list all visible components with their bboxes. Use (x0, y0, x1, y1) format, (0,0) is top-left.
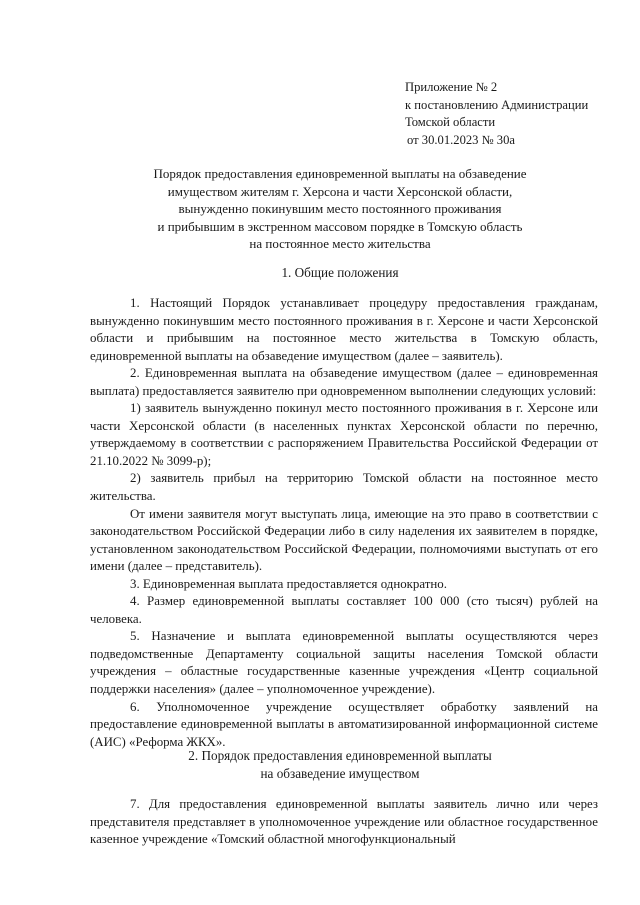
paragraph: От имени заявителя могут выступать лица, имеющие на это право в соответствии с законодательством Российской Федерации либо в силу наделения их заявителем в порядке, установленном законодательством Российской Федерации, полномочиями выступать от его имени (далее – представитель). (90, 506, 598, 574)
paragraph: 4. Размер единовременной выплаты составляет 100 000 (сто тысяч) рублей на человека. (90, 594, 598, 626)
paragraph: 6. Уполномоченное учреждение осуществляет обработку заявлений на предоставление единовременной выплаты в автоматизированной информационной системе (АИС) «Реформа ЖКХ». (90, 699, 598, 749)
section2-body (90, 796, 598, 849)
paragraph: 5. Назначение и выплата единовременной выплаты осуществляются через подведомственные Департаменту социальной защиты населения Томской области учреждения – областные государственные казенные учреждения «Центр социальной поддержки населения» (далее – уполномоченное учреждение). (90, 629, 598, 697)
paragraph: 3. Единовременная выплата предоставляется однократно. (130, 576, 447, 591)
appendix-line: от 30.01.2023 № 30а (407, 132, 515, 147)
title-line: на постоянное место жительства (249, 236, 431, 252)
title-line: и прибывшим в экстренном массовом порядке в Томскую область (157, 218, 523, 234)
appendix-line: Приложение № 2 (405, 80, 498, 94)
appendix-line: к постановлению Администрации (405, 97, 589, 112)
appendix-note (405, 79, 588, 149)
title-line: вынужденно покинувшим место постоянного проживания (178, 201, 502, 217)
heading-line: 2. Порядок предоставления единовременной выплаты (188, 748, 492, 763)
paragraph: 2. Единовременная выплата на обзаведение имуществом (далее – единовременная выплата) предоставляется заявителю при одновременном выполнении следующих условий: (90, 366, 598, 398)
appendix-line: Томской области (405, 115, 496, 129)
section-heading: 1. Общие положения (281, 265, 399, 280)
paragraph: 1) заявитель вынужденно покинул место постоянного проживания в г. Херсоне или части Херсонской области (в населенных пунктах Херсонской области по перечню, утверждаемому в соответствии с распоряжением Правительства Российской Федерации от 21.10.2022 № 3099-р); (90, 401, 598, 468)
section-heading (80, 747, 600, 782)
section1-body (90, 295, 598, 751)
title-line: Порядок предоставления единовременной выплаты на обзаведение (153, 166, 527, 181)
paragraph: 1. Настоящий Порядок устанавливает процедуру предоставления гражданам, вынужденно покинувшим место постоянного проживания в г. Херсоне и части Херсонской области и прибывшим на постоянное место жительства в Томскую область, единовременной выплаты на обзаведение имуществом (далее – заявитель). (90, 296, 598, 363)
paragraph: 7. Для предоставления единовременной выплаты заявитель лично или через представителя представляет в уполномоченное учреждение или областное государственное казенное учреждение «Томский областной многофункциональный (90, 797, 598, 847)
heading-line: на обзаведение имуществом (260, 765, 420, 781)
title-line: имуществом жителям г. Херсона и части Херсонской области, (167, 183, 513, 199)
document-title (80, 165, 600, 253)
paragraph: 2) заявитель прибыл на территорию Томской области на постоянное место жительства. (90, 471, 598, 504)
